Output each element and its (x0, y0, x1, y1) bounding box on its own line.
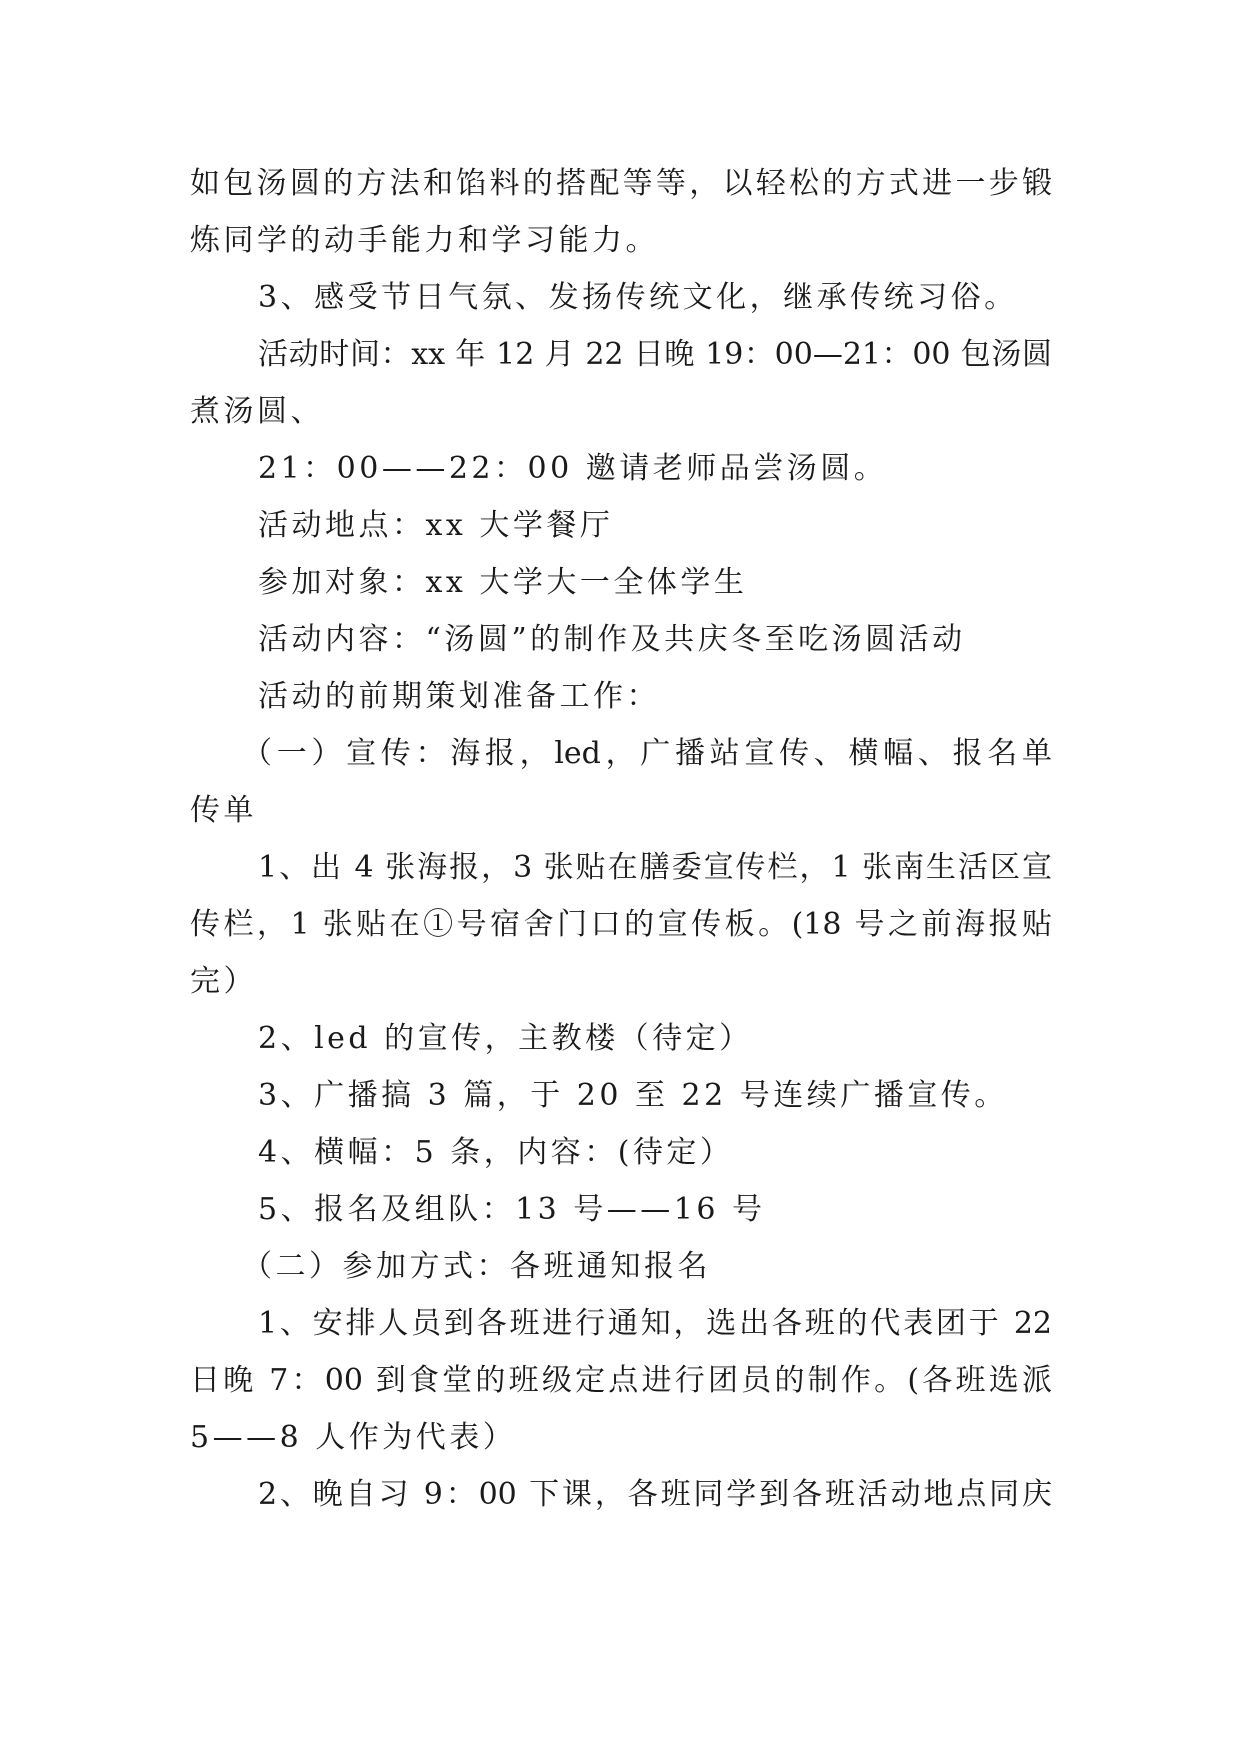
paragraph-line: 3、广播搞 3 篇，于 20 至 22 号连续广播宣传。 (258, 1078, 1008, 1113)
paragraph-line: 活动时间：xx 年 12 月 22 日晚 19：00—21：00 包汤圆 (258, 337, 1052, 372)
paragraph-line: 日晚 7：00 到食堂的班级定点进行团员的制作。(各班选派 (190, 1363, 1052, 1398)
paragraph-line: 煮汤圆、 (190, 394, 324, 429)
document-body (190, 155, 1052, 1523)
paragraph-line: 1、出 4 张海报，3 张贴在膳委宣传栏，1 张南生活区宣 (258, 850, 1052, 885)
paragraph-line: （一）宣传：海报，led，广播站宣传、横幅、报名单 (242, 736, 1052, 771)
paragraph-line: 2、led 的宣传，主教楼（待定） (258, 1021, 753, 1056)
paragraph-line: 5——8 人作为代表） (190, 1420, 517, 1455)
paragraph-line: 活动内容：“汤圆”的制作及共庆冬至吃汤圆活动 (258, 622, 966, 657)
paragraph-line: 活动的前期策划准备工作： (258, 679, 660, 714)
paragraph-line: 传栏，1 张贴在①号宿舍门口的宣传板。(18 号之前海报贴 (190, 907, 1052, 942)
paragraph-line: 活动地点：xx 大学餐厅 (258, 508, 614, 543)
paragraph-line: 炼同学的动手能力和学习能力。 (190, 223, 659, 258)
paragraph-line: 1、安排人员到各班进行通知，选出各班的代表团于 22 (258, 1306, 1052, 1341)
paragraph-line: 完） (190, 964, 257, 999)
paragraph-line: （二）参加方式：各班通知报名 (242, 1249, 711, 1284)
paragraph-line: 2、晚自习 9：00 下课，各班同学到各班活动地点同庆 (258, 1477, 1052, 1512)
paragraph-line: 传单 (190, 793, 257, 828)
paragraph-line: 5、报名及组队：13 号——16 号 (258, 1192, 766, 1227)
paragraph-line: 4、横幅：5 条，内容：(待定） (258, 1135, 734, 1170)
paragraph-line: 21：00——22：00 邀请老师品尝汤圆。 (258, 451, 888, 486)
paragraph-line: 3、感受节日气氛、发扬传统文化，继承传统习俗。 (258, 280, 1018, 315)
paragraph-line: 参加对象：xx 大学大一全体学生 (258, 565, 748, 600)
paragraph-line: 如包汤圆的方法和馅料的搭配等等，以轻松的方式进一步锻 (190, 166, 1052, 201)
